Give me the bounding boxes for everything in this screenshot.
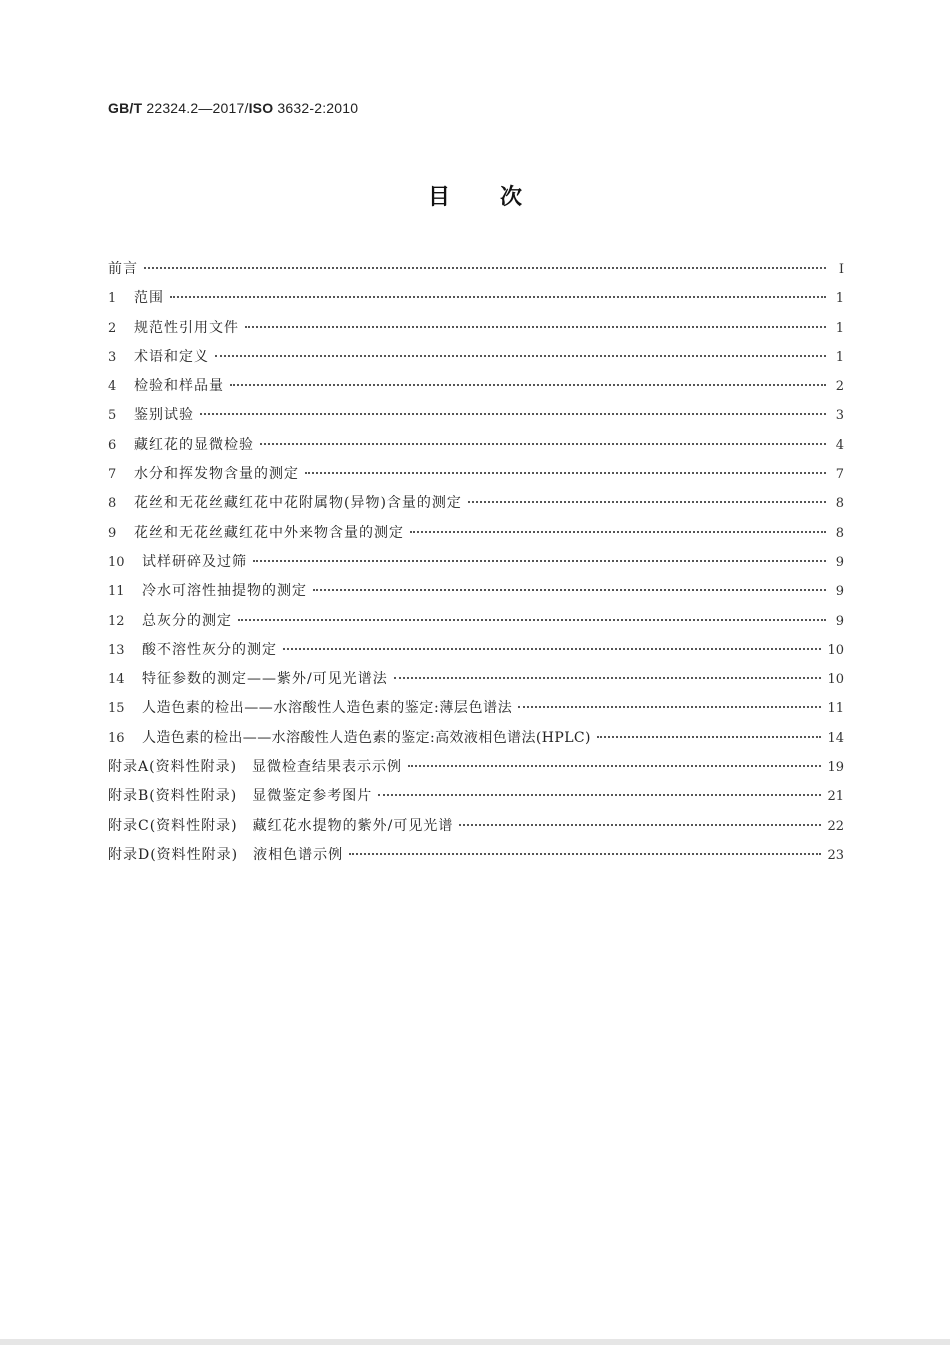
toc-entry-page: 19 [827, 760, 844, 776]
toc-entry-number: 4 [108, 379, 117, 395]
page-title [0, 180, 950, 211]
toc-entry-7[interactable] [108, 463, 844, 492]
toc-leader-dots [170, 296, 826, 298]
toc-entry-15[interactable] [108, 697, 844, 726]
toc-leader-dots [408, 765, 821, 767]
toc-leader-dots [468, 501, 826, 503]
toc-entry-page: 14 [827, 730, 844, 746]
toc-entry-page: 23 [827, 847, 844, 863]
toc-entry-page: 11 [827, 701, 844, 717]
toc-entry-2[interactable] [108, 317, 844, 346]
toc-entry-label: 总灰分的测定 [142, 612, 232, 629]
toc-entry-label: 检验和样品量 [134, 378, 224, 395]
table-of-contents [108, 258, 844, 873]
toc-leader-dots [200, 413, 826, 415]
toc-entry-label: 附录D(资料性附录) 液相色谱示例 [108, 846, 344, 863]
toc-entry-number: 5 [108, 408, 117, 424]
toc-entry-label: 花丝和无花丝藏红花中外来物含量的测定 [134, 524, 404, 541]
toc-entry-13[interactable] [108, 639, 844, 668]
toc-entry-page: 9 [835, 613, 844, 629]
toc-entry-label: 花丝和无花丝藏红花中花附属物(异物)含量的测定 [134, 495, 462, 512]
toc-leader-dots [245, 326, 826, 328]
toc-entry-number: 7 [108, 467, 117, 483]
toc-entry-page: 8 [835, 496, 844, 512]
toc-entry-annex-c[interactable] [108, 815, 844, 844]
toc-entry-label: 人造色素的检出——水溶酸性人造色素的鉴定:薄层色谱法 [142, 700, 513, 717]
toc-entry-page: 4 [835, 437, 844, 453]
std-number: 22324.2—2017/ [146, 100, 249, 116]
toc-entry-page: 9 [835, 584, 844, 600]
toc-entry-label: 范围 [134, 290, 164, 307]
toc-entry-12[interactable] [108, 610, 844, 639]
toc-leader-dots [230, 384, 826, 386]
toc-entry-9[interactable] [108, 522, 844, 551]
toc-leader-dots [305, 472, 826, 474]
toc-entry-6[interactable] [108, 434, 844, 463]
std-prefix: GB/T [108, 100, 143, 116]
iso-prefix: ISO [248, 100, 274, 116]
toc-entry-page: 22 [827, 818, 844, 834]
toc-entry-page: 1 [835, 291, 844, 307]
toc-leader-dots [313, 589, 826, 591]
page-bottom-edge [0, 1339, 950, 1345]
toc-entry-number: 10 [108, 554, 125, 570]
toc-entry-label: 人造色素的检出——水溶酸性人造色素的鉴定:高效液相色谱法(HPLC) [142, 729, 591, 746]
toc-entry-label: 附录A(资料性附录) 显微检查结果表示示例 [108, 759, 403, 776]
toc-entry-page: 10 [827, 642, 844, 658]
toc-entry-number: 1 [108, 291, 117, 307]
toc-entry-label: 附录B(资料性附录) 显微鉴定参考图片 [108, 788, 373, 805]
title-char-2: 次 [500, 185, 523, 210]
toc-entry-number: 15 [108, 701, 125, 717]
toc-entry-page: 1 [835, 349, 844, 365]
standard-code-header [108, 100, 358, 116]
toc-entry-label: 试样研碎及过筛 [142, 553, 247, 570]
toc-entry-page: Ⅰ [838, 262, 844, 277]
toc-entry-label: 附录C(资料性附录) 藏红花水提物的紫外/可见光谱 [108, 817, 454, 834]
toc-entry-number: 14 [108, 672, 125, 688]
toc-entry-label: 藏红花的显微检验 [134, 436, 254, 453]
toc-leader-dots [378, 794, 821, 796]
toc-entry-label: 酸不溶性灰分的测定 [142, 641, 277, 658]
toc-entry-label: 规范性引用文件 [134, 319, 239, 336]
toc-entry-label: 水分和挥发物含量的测定 [134, 466, 299, 483]
toc-entry-page: 2 [835, 379, 844, 395]
toc-leader-dots [349, 853, 821, 855]
toc-leader-dots [410, 531, 826, 533]
toc-entry-annex-b[interactable] [108, 785, 844, 814]
toc-entry-number: 6 [108, 437, 117, 453]
iso-number: 3632-2:2010 [277, 100, 359, 116]
toc-entry-page: 8 [835, 525, 844, 541]
toc-entry-page: 1 [835, 320, 844, 336]
toc-leader-dots [260, 443, 826, 445]
toc-entry-10[interactable] [108, 551, 844, 580]
toc-entry-8[interactable] [108, 492, 844, 521]
toc-entry-number: 12 [108, 613, 125, 629]
toc-entry-page: 3 [835, 408, 844, 424]
toc-entry-label: 前言 [108, 261, 138, 277]
toc-leader-dots [215, 355, 826, 357]
toc-entry-16[interactable] [108, 727, 844, 756]
toc-entry-annex-a[interactable] [108, 756, 844, 785]
toc-leader-dots [253, 560, 826, 562]
toc-leader-dots [597, 736, 822, 738]
toc-entry-number: 13 [108, 642, 125, 658]
toc-entry-label: 特征参数的测定——紫外/可见光谱法 [142, 671, 388, 688]
toc-entry-number: 8 [108, 496, 117, 512]
toc-entry-number: 16 [108, 730, 125, 746]
toc-leader-dots [394, 677, 822, 679]
toc-entry-number: 9 [108, 525, 117, 541]
toc-entry-1[interactable] [108, 287, 844, 316]
toc-entry-number: 11 [108, 584, 125, 600]
toc-entry-number: 3 [108, 349, 117, 365]
toc-leader-dots [518, 706, 821, 708]
toc-leader-dots [144, 267, 826, 269]
toc-entry-page: 7 [835, 467, 844, 483]
title-char-1: 目 [427, 185, 450, 210]
toc-leader-dots [459, 824, 821, 826]
toc-entry-5[interactable] [108, 404, 844, 433]
toc-entry-label: 鉴别试验 [134, 407, 194, 424]
toc-entry-3[interactable] [108, 346, 844, 375]
toc-entry-page: 9 [835, 554, 844, 570]
toc-entry-label: 术语和定义 [134, 348, 209, 365]
toc-entry-annex-d[interactable] [108, 844, 844, 873]
toc-entry-number: 2 [108, 320, 117, 336]
toc-leader-dots [283, 648, 821, 650]
toc-entry-label: 冷水可溶性抽提物的测定 [142, 583, 307, 600]
toc-entry-14[interactable] [108, 668, 844, 697]
toc-entry-11[interactable] [108, 580, 844, 609]
toc-entry-page: 21 [827, 789, 844, 805]
toc-entry-page: 10 [827, 672, 844, 688]
toc-entry-foreword[interactable] [108, 258, 844, 287]
toc-leader-dots [238, 619, 826, 621]
toc-entry-4[interactable] [108, 375, 844, 404]
